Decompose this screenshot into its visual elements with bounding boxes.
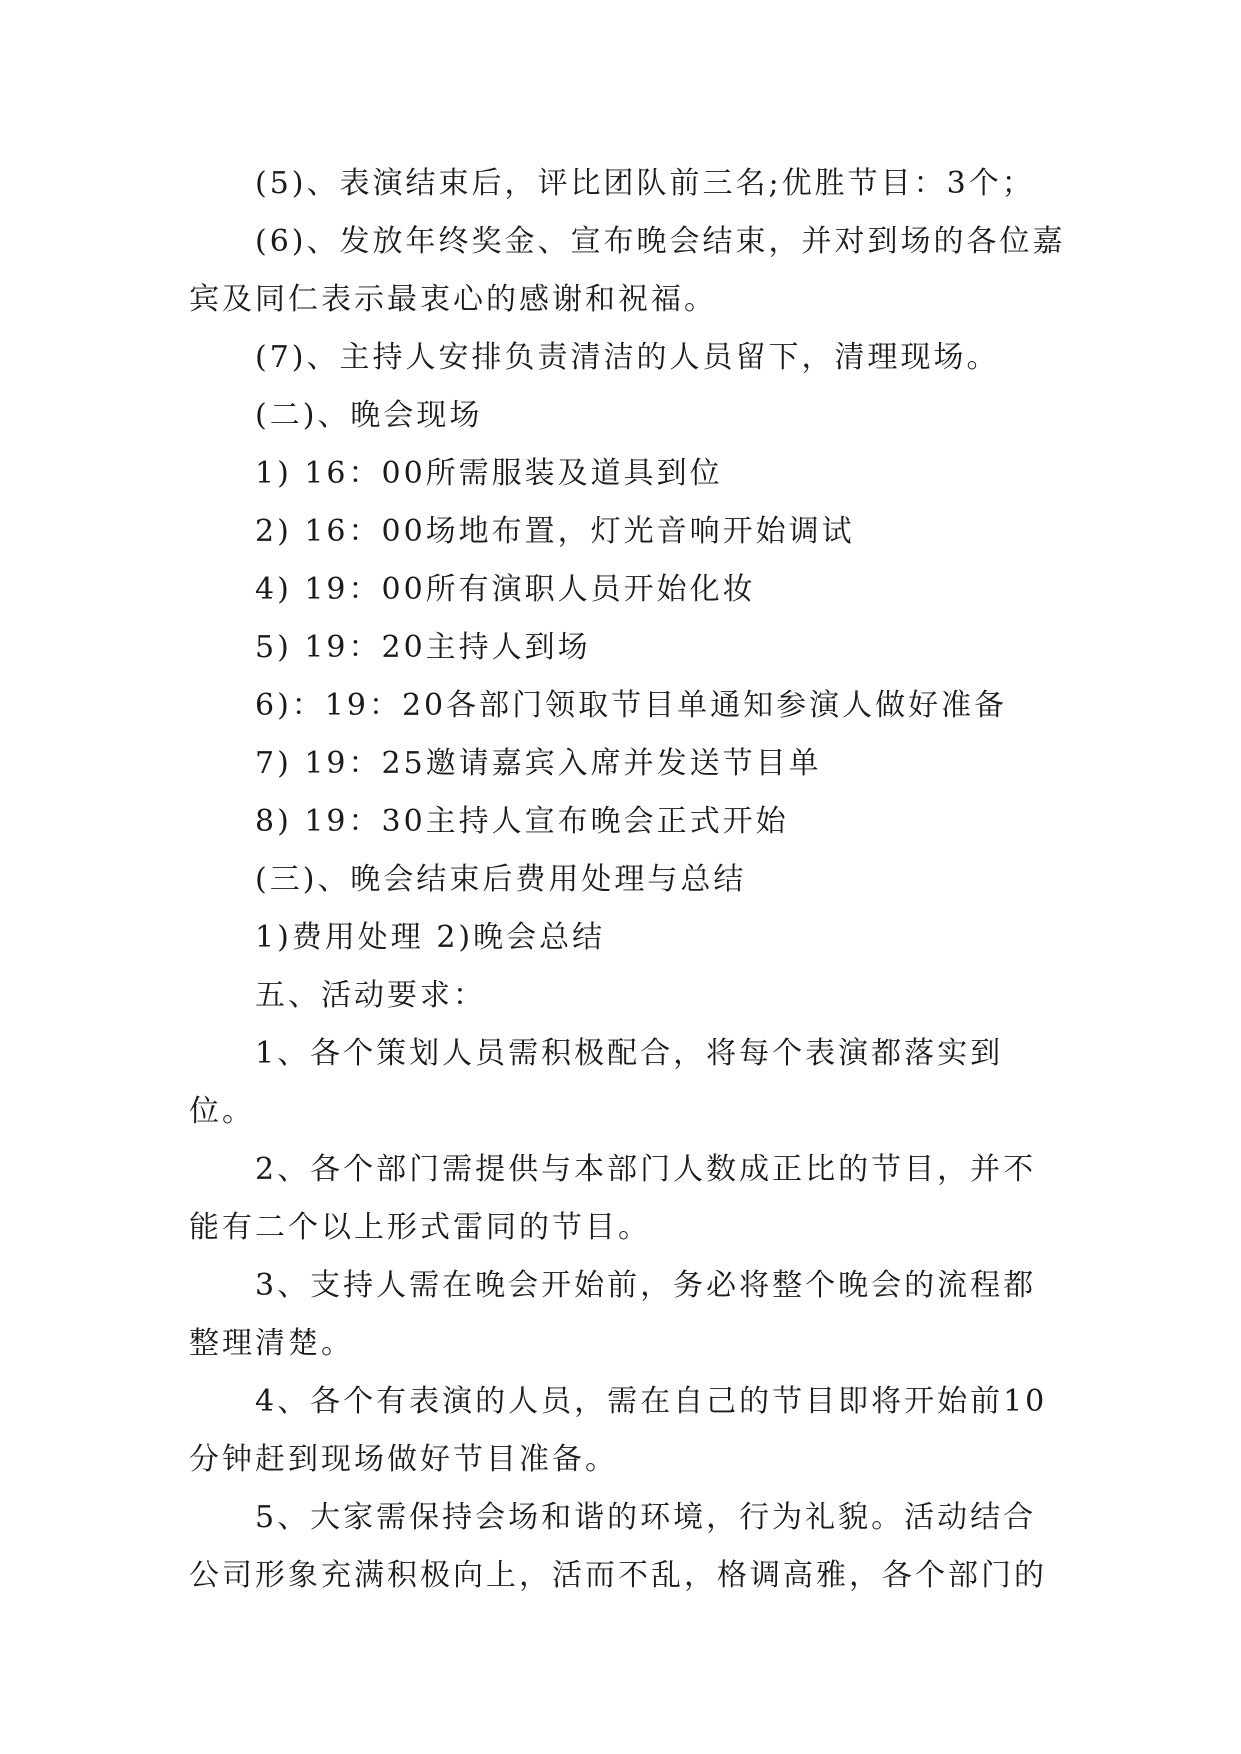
requirement-item-5: 5、大家需保持会场和谐的环境，行为礼貌。活动结合公司形象充满积极向上，活而不乱，格调高雅，各个部门的	[189, 1500, 1047, 1593]
schedule-item-show-start: 8) 19：30主持人宣布晚会正式开始	[255, 804, 789, 839]
section-heading-post-event: (三)、晚会结束后费用处理与总结	[255, 862, 747, 897]
paragraph-result-ranking: (5)、表演结束后，评比团队前三名;优胜节目：3个；	[255, 166, 1035, 201]
schedule-item-guests-seated: 7) 19：25邀请嘉宾入席并发送节目单	[255, 746, 822, 781]
requirement-item-4: 4、各个有表演的人员，需在自己的节目即将开始前10分钟赶到现场做好节目准备。	[189, 1384, 1048, 1477]
schedule-item-makeup: 4) 19：00所有演职人员开始化妆	[255, 572, 756, 607]
schedule-item-stage-setup: 2) 16：00场地布置，灯光音响开始调试	[255, 514, 855, 549]
document-body	[189, 155, 1069, 1605]
paragraph-cleanup: (7)、主持人安排负责清洁的人员留下，清理现场。	[255, 340, 1000, 375]
requirement-item-1: 1、各个策划人员需积极配合，将每个表演都落实到位。	[189, 1036, 1004, 1129]
schedule-item-program-list: 6)：19：20各部门领取节目单通知参演人做好准备	[255, 688, 1008, 723]
post-event-items: 1)费用处理 2)晚会总结	[255, 920, 606, 955]
schedule-item-host-arrival: 5) 19：20主持人到场	[255, 630, 591, 665]
section-heading-venue: (二)、晚会现场	[255, 398, 483, 433]
section-heading-requirements: 五、活动要求：	[255, 978, 486, 1013]
paragraph-year-end-bonus: (6)、发放年终奖金、宣布晚会结束，并对到场的各位嘉宾及同仁表示最衷心的感谢和祝福。	[189, 224, 1066, 317]
requirement-item-2: 2、各个部门需提供与本部门人数成正比的节目，并不能有二个以上形式雷同的节目。	[189, 1152, 1037, 1245]
schedule-item-costumes: 1) 16：00所需服装及道具到位	[255, 456, 723, 491]
requirement-item-3: 3、支持人需在晚会开始前，务必将整个晚会的流程都整理清楚。	[189, 1268, 1037, 1361]
